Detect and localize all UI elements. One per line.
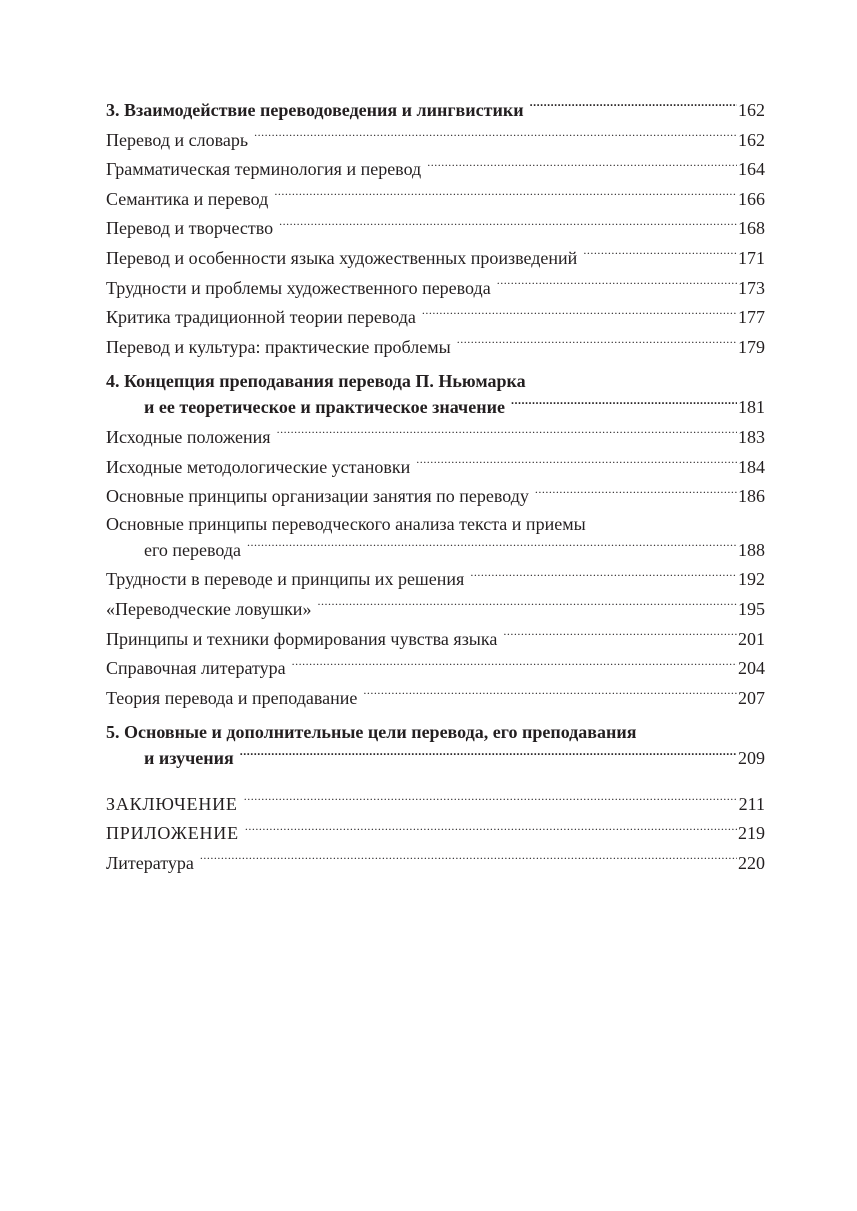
dot-leader xyxy=(457,335,737,353)
toc-entry[interactable] xyxy=(106,274,765,304)
dot-leader xyxy=(200,851,737,869)
toc-page-number: 173 xyxy=(738,277,765,298)
toc-entry-title: Теория перевода и преподавание xyxy=(106,687,358,708)
spacer xyxy=(106,362,765,369)
toc-page-number: 219 xyxy=(738,823,765,844)
toc-heading-line-1: 4. Концепция преподавания перевода П. Ньюмарка xyxy=(106,371,526,392)
dot-leader xyxy=(247,538,737,556)
toc-entry-title: Трудности и проблемы художественного перевода xyxy=(106,277,491,298)
toc-entry-appendix[interactable] xyxy=(106,819,765,849)
toc-entry[interactable] xyxy=(106,126,765,156)
toc-heading-title: 3. Взаимодействие переводоведения и лингвистики xyxy=(106,100,524,120)
toc-page-number: 207 xyxy=(738,687,765,708)
dot-leader xyxy=(279,216,737,234)
toc-entry[interactable] xyxy=(106,423,765,453)
toc-entry-title: Перевод и словарь xyxy=(106,129,249,150)
toc-entry-title: Принципы и техники формирования чувства языка xyxy=(106,628,498,649)
toc-heading-section-3[interactable] xyxy=(106,96,765,126)
toc-page-number: 183 xyxy=(738,426,765,447)
dot-leader xyxy=(511,395,737,413)
dot-leader xyxy=(245,821,737,839)
toc-heading-line-2-row xyxy=(106,393,765,423)
toc-entry[interactable] xyxy=(106,482,765,512)
toc-page-number: 164 xyxy=(738,159,765,180)
toc-heading-title: и ее теоретическое и практическое значение xyxy=(144,397,505,418)
toc-entry-title: Литература xyxy=(106,853,194,874)
dot-leader xyxy=(317,597,737,615)
toc-entry[interactable] xyxy=(106,214,765,244)
toc-page-number: 192 xyxy=(738,569,765,590)
toc-entry-conclusion[interactable] xyxy=(106,790,765,820)
toc-entry-title: Перевод и особенности языка художественных произведений xyxy=(106,247,578,268)
toc-page-number: 204 xyxy=(738,658,765,679)
dot-leader xyxy=(363,686,737,704)
toc-heading-line-1: 5. Основные и дополнительные цели перевода, его преподавания xyxy=(106,722,637,743)
toc-page-number: 166 xyxy=(738,188,765,209)
toc-page-number: 211 xyxy=(738,793,765,814)
toc-entry-line-1: Основные принципы переводческого анализа текста и приемы xyxy=(106,513,586,534)
dot-leader xyxy=(254,128,737,146)
toc-entry-title: Перевод и творчество xyxy=(106,218,274,239)
dot-leader xyxy=(422,305,737,323)
toc-entry-title: Исходные методологические установки xyxy=(106,456,411,477)
toc-page-number: 209 xyxy=(738,748,765,769)
toc-page-number: 162 xyxy=(738,100,765,120)
toc-page-number: 162 xyxy=(738,129,765,150)
toc-entry-title: Критика традиционной теории перевода xyxy=(106,307,416,328)
dot-leader xyxy=(274,187,737,205)
toc-page-number: 220 xyxy=(738,853,765,874)
toc-entry-title: Исходные положения xyxy=(106,426,271,447)
toc-entry[interactable] xyxy=(106,684,765,714)
toc-entry-title: Семантика и перевод xyxy=(106,188,269,209)
toc-page-number: 186 xyxy=(738,486,765,507)
toc-entry-multiline[interactable] xyxy=(106,512,765,566)
toc-entry[interactable] xyxy=(106,155,765,185)
toc-entry-title: Справочная литература xyxy=(106,658,286,679)
toc-entry-title: Трудности в переводе и принципы их решения xyxy=(106,569,465,590)
table-of-contents xyxy=(106,96,765,879)
dot-leader xyxy=(535,484,737,502)
toc-heading-section-5[interactable] xyxy=(106,720,765,774)
toc-entry-title: Грамматическая терминология и перевод xyxy=(106,159,422,180)
toc-page-number: 201 xyxy=(738,628,765,649)
toc-entry-line-2-row xyxy=(106,536,765,566)
dot-leader xyxy=(470,567,737,585)
toc-page-number: 177 xyxy=(738,307,765,328)
toc-entry[interactable] xyxy=(106,244,765,274)
toc-entry[interactable] xyxy=(106,565,765,595)
toc-entry[interactable] xyxy=(106,625,765,655)
toc-entry-title: «Переводческие ловушки» xyxy=(106,598,312,619)
dot-leader xyxy=(503,627,737,645)
toc-page-number: 184 xyxy=(738,456,765,477)
toc-heading-line-2-row xyxy=(106,744,765,774)
spacer xyxy=(106,713,765,720)
toc-entry[interactable] xyxy=(106,654,765,684)
toc-page-number: 179 xyxy=(738,336,765,357)
toc-page-number: 188 xyxy=(738,539,765,560)
toc-heading-section-4[interactable] xyxy=(106,369,765,423)
toc-entry[interactable] xyxy=(106,595,765,625)
toc-entry-title: ПРИЛОЖЕНИЕ xyxy=(106,823,239,844)
dot-leader xyxy=(244,792,738,810)
dot-leader xyxy=(292,656,737,674)
toc-page-number: 195 xyxy=(738,598,765,619)
dot-leader xyxy=(497,276,737,294)
toc-heading-title: и изучения xyxy=(144,748,234,769)
dot-leader xyxy=(583,246,737,264)
dot-leader xyxy=(427,157,737,175)
toc-entry-title: его перевода xyxy=(144,539,242,560)
toc-entry-title: ЗАКЛЮЧЕНИЕ xyxy=(106,793,238,814)
spacer xyxy=(106,774,765,790)
toc-page-number: 171 xyxy=(738,247,765,268)
toc-entry[interactable] xyxy=(106,333,765,363)
dot-leader xyxy=(530,98,737,116)
toc-entry-title: Перевод и культура: практические проблемы xyxy=(106,336,451,357)
dot-leader xyxy=(240,746,737,764)
toc-entry-title: Основные принципы организации занятия по переводу xyxy=(106,486,529,507)
toc-page-number: 168 xyxy=(738,218,765,239)
toc-page-number: 181 xyxy=(738,397,765,418)
toc-entry[interactable] xyxy=(106,453,765,483)
dot-leader xyxy=(416,455,737,473)
toc-entry-literature[interactable] xyxy=(106,849,765,879)
dot-leader xyxy=(277,425,737,443)
toc-entry[interactable] xyxy=(106,185,765,215)
toc-entry[interactable] xyxy=(106,303,765,333)
